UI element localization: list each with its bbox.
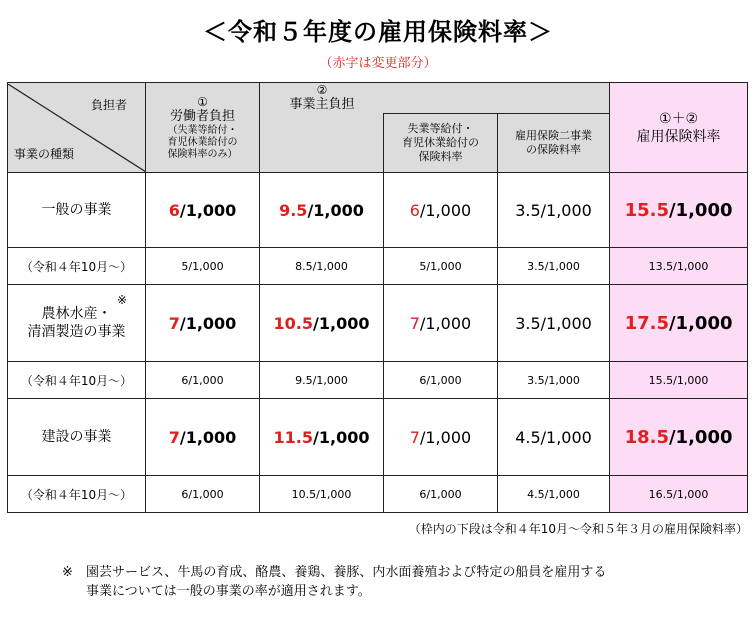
note-line-2: 事業については一般の事業の率が適用されます。: [86, 584, 371, 599]
prev-sub1: 6/1,000: [384, 476, 498, 513]
worker-note-2: 育児休業給付の: [167, 136, 238, 148]
corner-bottom-label: 事業の種類: [14, 146, 75, 161]
worker-num: ①: [197, 94, 208, 109]
prev-total: 15.5/1,000: [610, 362, 748, 399]
corner-header: [8, 83, 146, 173]
prev-worker: 6/1,000: [146, 362, 260, 399]
table-row: [8, 285, 748, 362]
worker-rate: 7/1,000: [146, 285, 260, 362]
employer-rate: 9.5/1,000: [260, 173, 384, 248]
worker-rate: 6/1,000: [146, 173, 260, 248]
employer-num: ②: [316, 83, 328, 97]
prev-sub2: 4.5/1,000: [498, 476, 610, 513]
prev-label: （令和４年10月～）: [8, 362, 146, 399]
sub1-rate: 7/1,000: [384, 285, 498, 362]
employer-spacer: [260, 114, 384, 173]
prev-employer: 10.5/1,000: [260, 476, 384, 513]
corner-top-label: 負担者: [90, 97, 127, 112]
total-header: [610, 83, 748, 173]
employer-title: 事業主負担: [289, 97, 355, 112]
sub2-rate: 4.5/1,000: [498, 399, 610, 476]
sub1-line-1: 失業等給付・: [407, 122, 474, 135]
sub2-rate: 3.5/1,000: [498, 285, 610, 362]
prev-sub1: 5/1,000: [384, 248, 498, 285]
worker-note-3: 保険料率のみ）: [167, 148, 238, 160]
table-row-previous: [8, 476, 748, 513]
employer-header: [260, 83, 610, 114]
employer-sub2-header: [498, 114, 610, 173]
prev-employer: 9.5/1,000: [260, 362, 384, 399]
sub2-line-2: の保険料率: [526, 143, 582, 156]
sub1-line-2: 育児休業給付の: [402, 136, 479, 149]
note-mark: ※: [62, 565, 73, 580]
row-label-agriculture: ※ 農林水産・ 清酒製造の事業: [8, 285, 146, 362]
prev-sub2: 3.5/1,000: [498, 248, 610, 285]
prev-worker: 5/1,000: [146, 248, 260, 285]
total-title: 雇用保険料率: [636, 128, 721, 145]
note-block: [62, 563, 606, 601]
prev-sub2: 3.5/1,000: [498, 362, 610, 399]
sub1-rate: 6/1,000: [384, 173, 498, 248]
total-rate: 17.5/1,000: [610, 285, 748, 362]
table-row-previous: [8, 362, 748, 399]
rates-table: [7, 82, 748, 513]
note-line-1: 園芸サービス、牛馬の育成、酪農、養鶏、養豚、内水面養殖および特定の船員を雇用する: [86, 565, 607, 580]
page-subtitle: （赤字は変更部分）: [319, 56, 437, 71]
header-row: [8, 83, 748, 114]
worker-rate: 7/1,000: [146, 399, 260, 476]
employer-sub1-header: [384, 114, 498, 173]
total-rate: 15.5/1,000: [610, 173, 748, 248]
prev-employer: 8.5/1,000: [260, 248, 384, 285]
total-num: ①＋②: [658, 110, 699, 127]
worker-header: [146, 83, 260, 173]
worker-title: 労働者負担: [169, 108, 235, 124]
total-rate: 18.5/1,000: [610, 399, 748, 476]
sub1-line-3: 保険料率: [418, 150, 463, 163]
row-label-construction: 建設の事業: [8, 399, 146, 476]
prev-label: （令和４年10月～）: [8, 248, 146, 285]
employer-rate: 11.5/1,000: [260, 399, 384, 476]
prev-worker: 6/1,000: [146, 476, 260, 513]
prev-sub1: 6/1,000: [384, 362, 498, 399]
employer-rate: 10.5/1,000: [260, 285, 384, 362]
prev-total: 16.5/1,000: [610, 476, 748, 513]
table-row-previous: [8, 248, 748, 285]
page-title: ＜令和５年度の雇用保険料率＞: [203, 18, 553, 46]
table-row: [8, 173, 748, 248]
row-label-general: 一般の事業: [8, 173, 146, 248]
table-footnote: （枠内の下段は令和４年10月～令和５年３月の雇用保険料率）: [408, 522, 748, 536]
table-row: [8, 399, 748, 476]
asterisk-mark: ※: [116, 293, 127, 307]
sub2-rate: 3.5/1,000: [498, 173, 610, 248]
prev-total: 13.5/1,000: [610, 248, 748, 285]
sub2-line-1: 雇用保険二事業: [515, 129, 593, 142]
sub1-rate: 7/1,000: [384, 399, 498, 476]
prev-label: （令和４年10月～）: [8, 476, 146, 513]
worker-note-1: （失業等給付・: [167, 124, 238, 136]
